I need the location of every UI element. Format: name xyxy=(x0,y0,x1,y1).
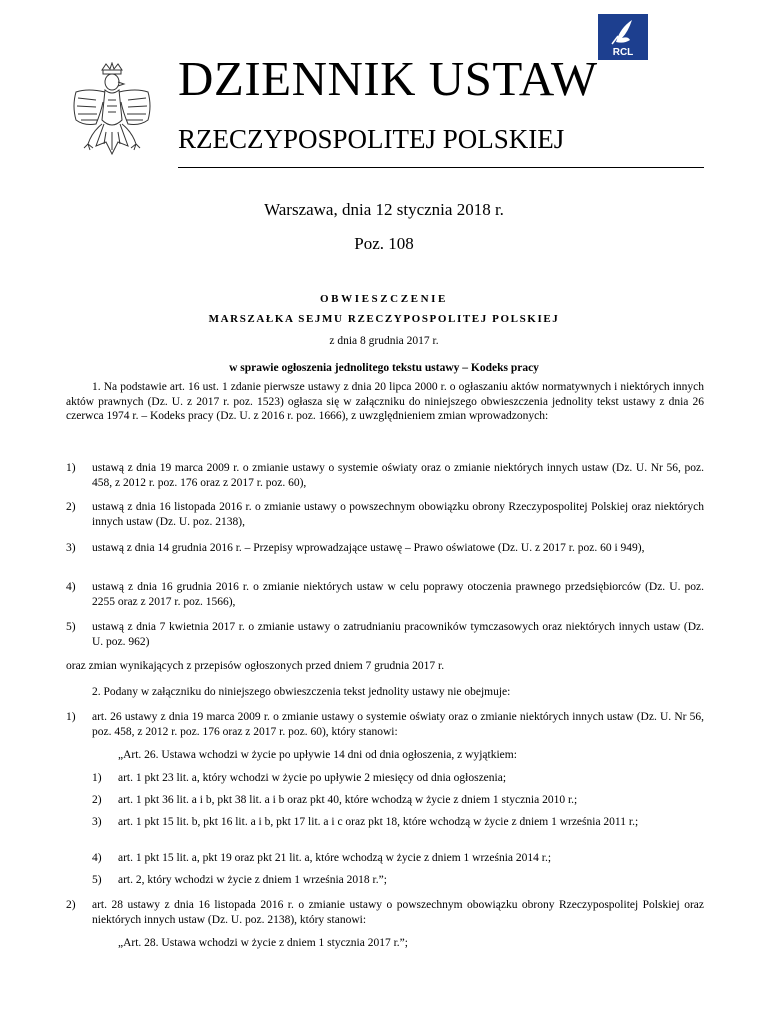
list-item-text: ustawą z dnia 19 marca 2009 r. o zmianie ustawy o systemie oświaty oraz o zmianie niektórych innych ustaw (Dz. U. Nr 56, poz. 458, z 2012 r. poz. 176 oraz z 2017 r. poz. 60), xyxy=(92,462,704,489)
notice-authority: MARSZAŁKA SEJMU RZECZYPOSPOLITEJ POLSKIEJ xyxy=(208,313,560,325)
journal-title: DZIENNIK USTAW xyxy=(178,51,598,106)
list-item-text: art. 2, który wchodzi w życie z dniem 1 września 2018 r.”; xyxy=(118,874,387,886)
quoted-list-item xyxy=(92,873,704,888)
list-item xyxy=(66,500,704,529)
list-item-text: art. 26 ustawy z dnia 19 marca 2009 r. o zmianie ustawy o systemie oświaty oraz o zmianie niektórych innych ustaw (Dz. U. Nr 56, poz. 458, z 2012 r. poz. 176 oraz z 2017 r. poz. 60), który stanowi: xyxy=(92,711,704,738)
list-item-number: 2) xyxy=(66,501,76,513)
list-item-number: 2) xyxy=(66,899,76,911)
list-item-number: 1) xyxy=(66,462,76,474)
paragraph-1: 1. Na podstawie art. 16 ust. 1 zdanie pierwsze ustawy z dnia 20 lipca 2000 r. o ogłaszaniu aktów normatywnych i niektórych innych aktów prawnych (Dz. U. z 2017 r. poz. 1523) ogłasza się w załączniku do niniejszego obwieszczenia jednolity tekst ustawy z dnia 26 czerwca 1974 r. – Kodeks pracy (Dz. U. z 2016 r. poz. 1666), z uwzględnieniem zmian wprowadzonych: xyxy=(66,381,704,422)
list-item-text: art. 1 pkt 23 lit. a, który wchodzi w życie po upływie 2 miesięcy od dnia ogłoszenia; xyxy=(118,772,507,784)
list-item-text: art. 1 pkt 15 lit. b, pkt 16 lit. a i b, pkt 17 lit. a i c oraz pkt 18, które wchodzą w życie z dniem 1 września 2011 r.; xyxy=(118,816,639,828)
list-item-number: 3) xyxy=(92,816,102,828)
notice-subject: w sprawie ogłoszenia jednolitego tekstu ustawy – Kodeks pracy xyxy=(229,362,539,374)
list-item-number: 5) xyxy=(92,874,102,886)
notice-type: OBWIESZCZENIE xyxy=(320,293,448,305)
position-number: Poz. 108 xyxy=(354,234,414,253)
notice-date: z dnia 8 grudnia 2017 r. xyxy=(329,335,439,347)
quoted-list-item xyxy=(92,793,704,808)
rcl-logo-text: RCL xyxy=(612,47,634,58)
amendments-tail: oraz zmian wynikających z przepisów ogłoszonych przed dniem 7 grudnia 2017 r. xyxy=(66,660,445,672)
list-item-text: ustawą z dnia 16 listopada 2016 r. o zmianie ustawy o powszechnym obowiązku obrony Rzeczypospolitej Polskiej oraz niektórych innych ustaw (Dz. U. poz. 2138), xyxy=(92,501,704,528)
list-item-text: ustawą z dnia 7 kwietnia 2017 r. o zmianie ustawy o zatrudnianiu pracowników tymczasowych oraz niektórych innych ustaw (Dz. U. poz. 962) xyxy=(92,621,704,648)
list-item xyxy=(66,580,704,609)
list-item-text: art. 28 ustawy z dnia 16 listopada 2016 r. o zmianie ustawy o powszechnym obowiązku obrony Rzeczypospolitej Polskiej oraz niektórych innych ustaw (Dz. U. poz. 2138), który stanowi: xyxy=(92,899,704,926)
list-item xyxy=(66,710,704,739)
list-item-number: 2) xyxy=(92,794,102,806)
list-item xyxy=(66,620,704,649)
quoted-list-item xyxy=(92,815,704,830)
list-item xyxy=(66,541,704,556)
quoted-article-2: „Art. 28. Ustawa wchodzi w życie z dniem 1 stycznia 2017 r.”; xyxy=(118,937,408,949)
quoted-article-intro: „Art. 26. Ustawa wchodzi w życie po upływie 14 dni od dnia ogłoszenia, z wyjątkiem: xyxy=(118,749,517,761)
list-item-text: art. 1 pkt 15 lit. a, pkt 19 oraz pkt 21 lit. a, które wchodzą w życie z dniem 1 września 2014 r.; xyxy=(118,852,552,864)
polish-eagle-emblem xyxy=(66,62,158,172)
list-item-number: 3) xyxy=(66,542,76,554)
list-item-number: 1) xyxy=(66,711,76,723)
list-item-number: 5) xyxy=(66,621,76,633)
journal-subtitle: RZECZYPOSPOLITEJ POLSKIEJ xyxy=(178,124,565,154)
quoted-list-item xyxy=(92,851,704,866)
rcl-logo xyxy=(598,14,648,60)
list-item-number: 4) xyxy=(92,852,102,864)
list-item-text: ustawą z dnia 14 grudnia 2016 r. – Przepisy wprowadzające ustawę – Prawo oświatowe (Dz. U. z 2017 r. poz. 60 i 949), xyxy=(92,542,645,554)
quill-icon xyxy=(598,14,648,48)
paragraph-2: 2. Podany w załączniku do niniejszego obwieszczenia tekst jednolity ustawy nie obejmuje: xyxy=(92,686,511,698)
list-item-text: ustawą z dnia 16 grudnia 2016 r. o zmianie niektórych ustaw w celu poprawy otoczenia prawnego przedsiębiorców (Dz. U. poz. 2255 oraz z 2017 r. poz. 1566), xyxy=(92,581,704,608)
masthead-divider xyxy=(178,167,704,168)
publication-date: Warszawa, dnia 12 stycznia 2018 r. xyxy=(264,200,504,219)
list-item-text: art. 1 pkt 36 lit. a i b, pkt 38 lit. a i b oraz pkt 40, które wchodzą w życie z dniem 1 stycznia 2010 r.; xyxy=(118,794,578,806)
quoted-list-item xyxy=(92,771,704,786)
list-item-number: 4) xyxy=(66,581,76,593)
list-item-number: 1) xyxy=(92,772,102,784)
list-item xyxy=(66,898,704,927)
list-item xyxy=(66,461,704,490)
